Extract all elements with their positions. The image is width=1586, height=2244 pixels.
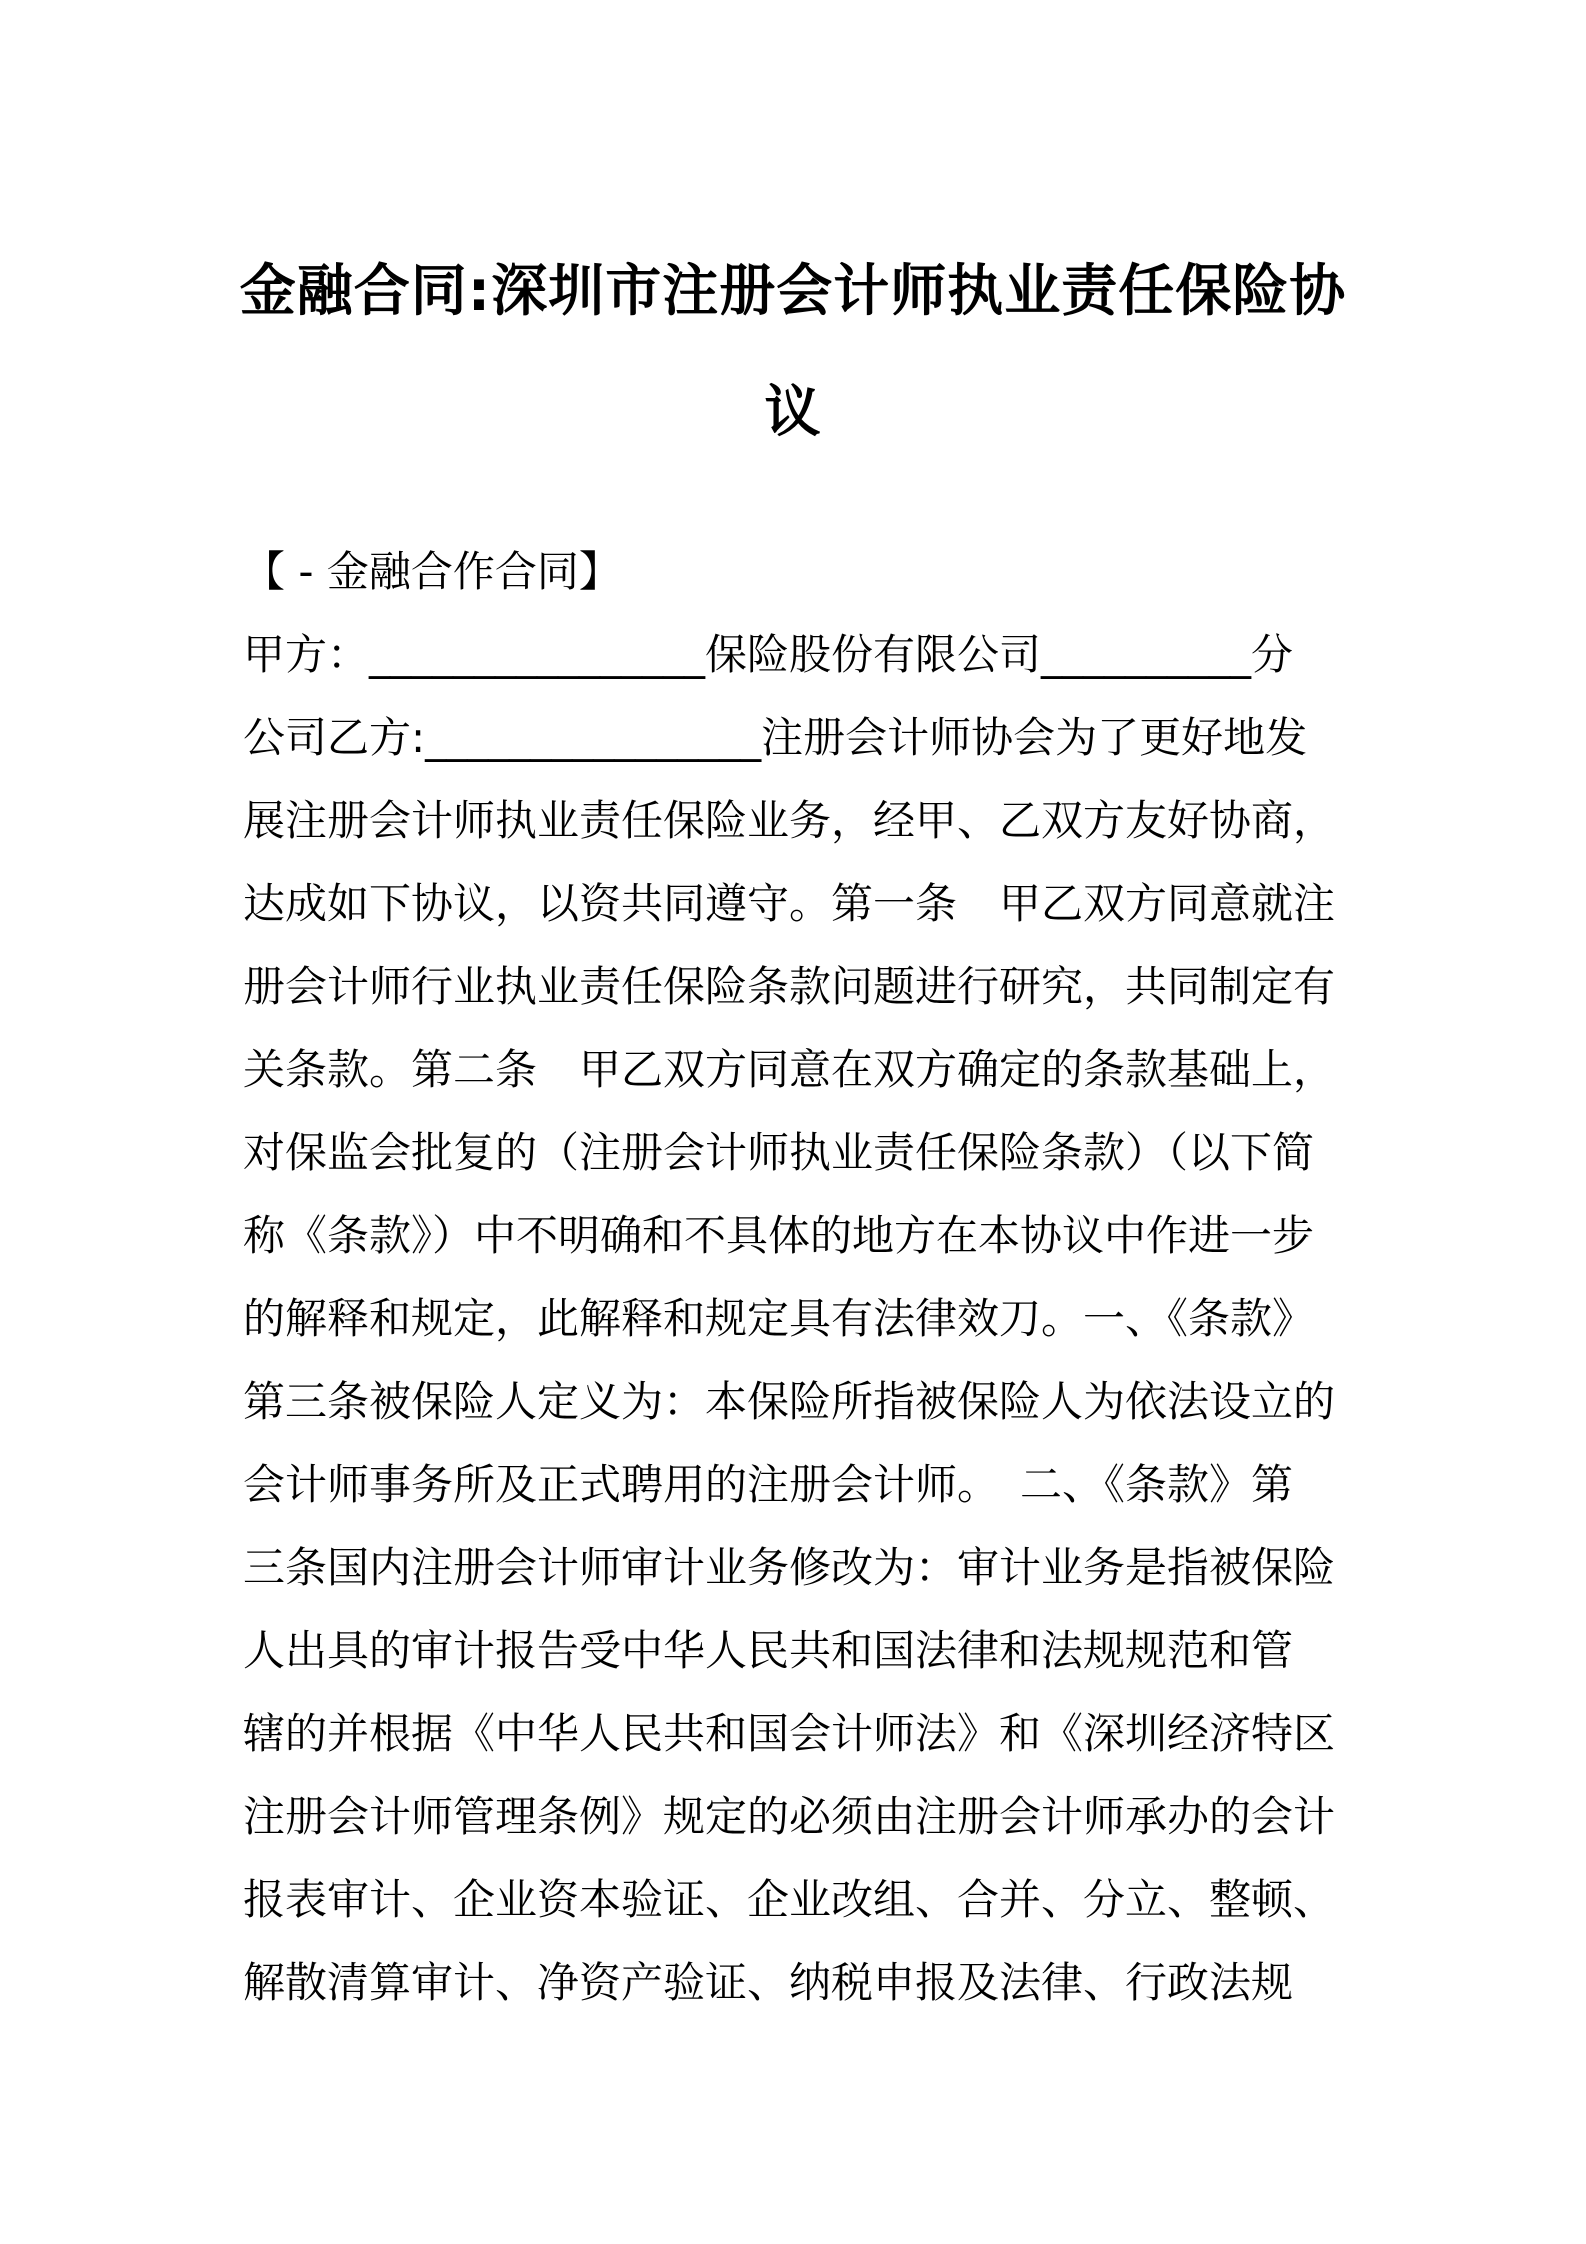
body-line-13: 人出具的审计报告受中华人民共和国法律和法规规范和管	[243, 1626, 1294, 1675]
body-line-10: 第三条被保险人定义为：本保险所指被保险人为依法设立的	[243, 1377, 1336, 1426]
body-line-11: 会计师事务所及正式聘用的注册会计师。 二、《条款》第	[243, 1460, 1294, 1509]
document-title-line-2: 议	[764, 380, 822, 445]
body-line-16: 报表审计、企业资本验证、企业改组、合并、分立、整顿、	[243, 1875, 1336, 1924]
body-line-12: 三条国内注册会计师审计业务修改为：审计业务是指被保险	[243, 1543, 1336, 1592]
document-title-line-1: 金融合同:深圳市注册会计师执业责任保险协	[239, 259, 1347, 324]
body-line-2: 公司乙方:________________注册会计师协会为了更好地发	[243, 713, 1308, 762]
body-line-7: 对保监会批复的（注册会计师执业责任保险条款）（以下简	[243, 1128, 1315, 1177]
body-line-8: 称《条款》）中不明确和不具体的地方在本协议中作进一步	[243, 1211, 1315, 1260]
body-line-3: 展注册会计师执业责任保险业务，经甲、乙双方友好协商，	[243, 796, 1336, 845]
body-line-14: 辖的并根据《中华人民共和国会计师法》和《深圳经济特区	[243, 1709, 1336, 1758]
body-line-4: 达成如下协议，以资共同遵守。第一条 甲乙双方同意就注	[243, 879, 1336, 928]
body-line-9: 的解释和规定，此解释和规定具有法律效刀。一、《条款》	[243, 1294, 1315, 1343]
body-line-1: 甲方：________________保险股份有限公司__________分	[243, 630, 1294, 679]
body-line-17: 解散清算审计、净资产验证、纳税申报及法律、行政法规	[243, 1958, 1294, 2007]
category-label: 【 - 金融合作合同】	[243, 547, 621, 596]
body-line-15: 注册会计师管理条例》规定的必须由注册会计师承办的会计	[243, 1792, 1336, 1841]
body-line-6: 关条款。第二条 甲乙双方同意在双方确定的条款基础上，	[243, 1045, 1336, 1094]
body-line-5: 册会计师行业执业责任保险条款问题进行研究，共同制定有	[243, 962, 1336, 1011]
